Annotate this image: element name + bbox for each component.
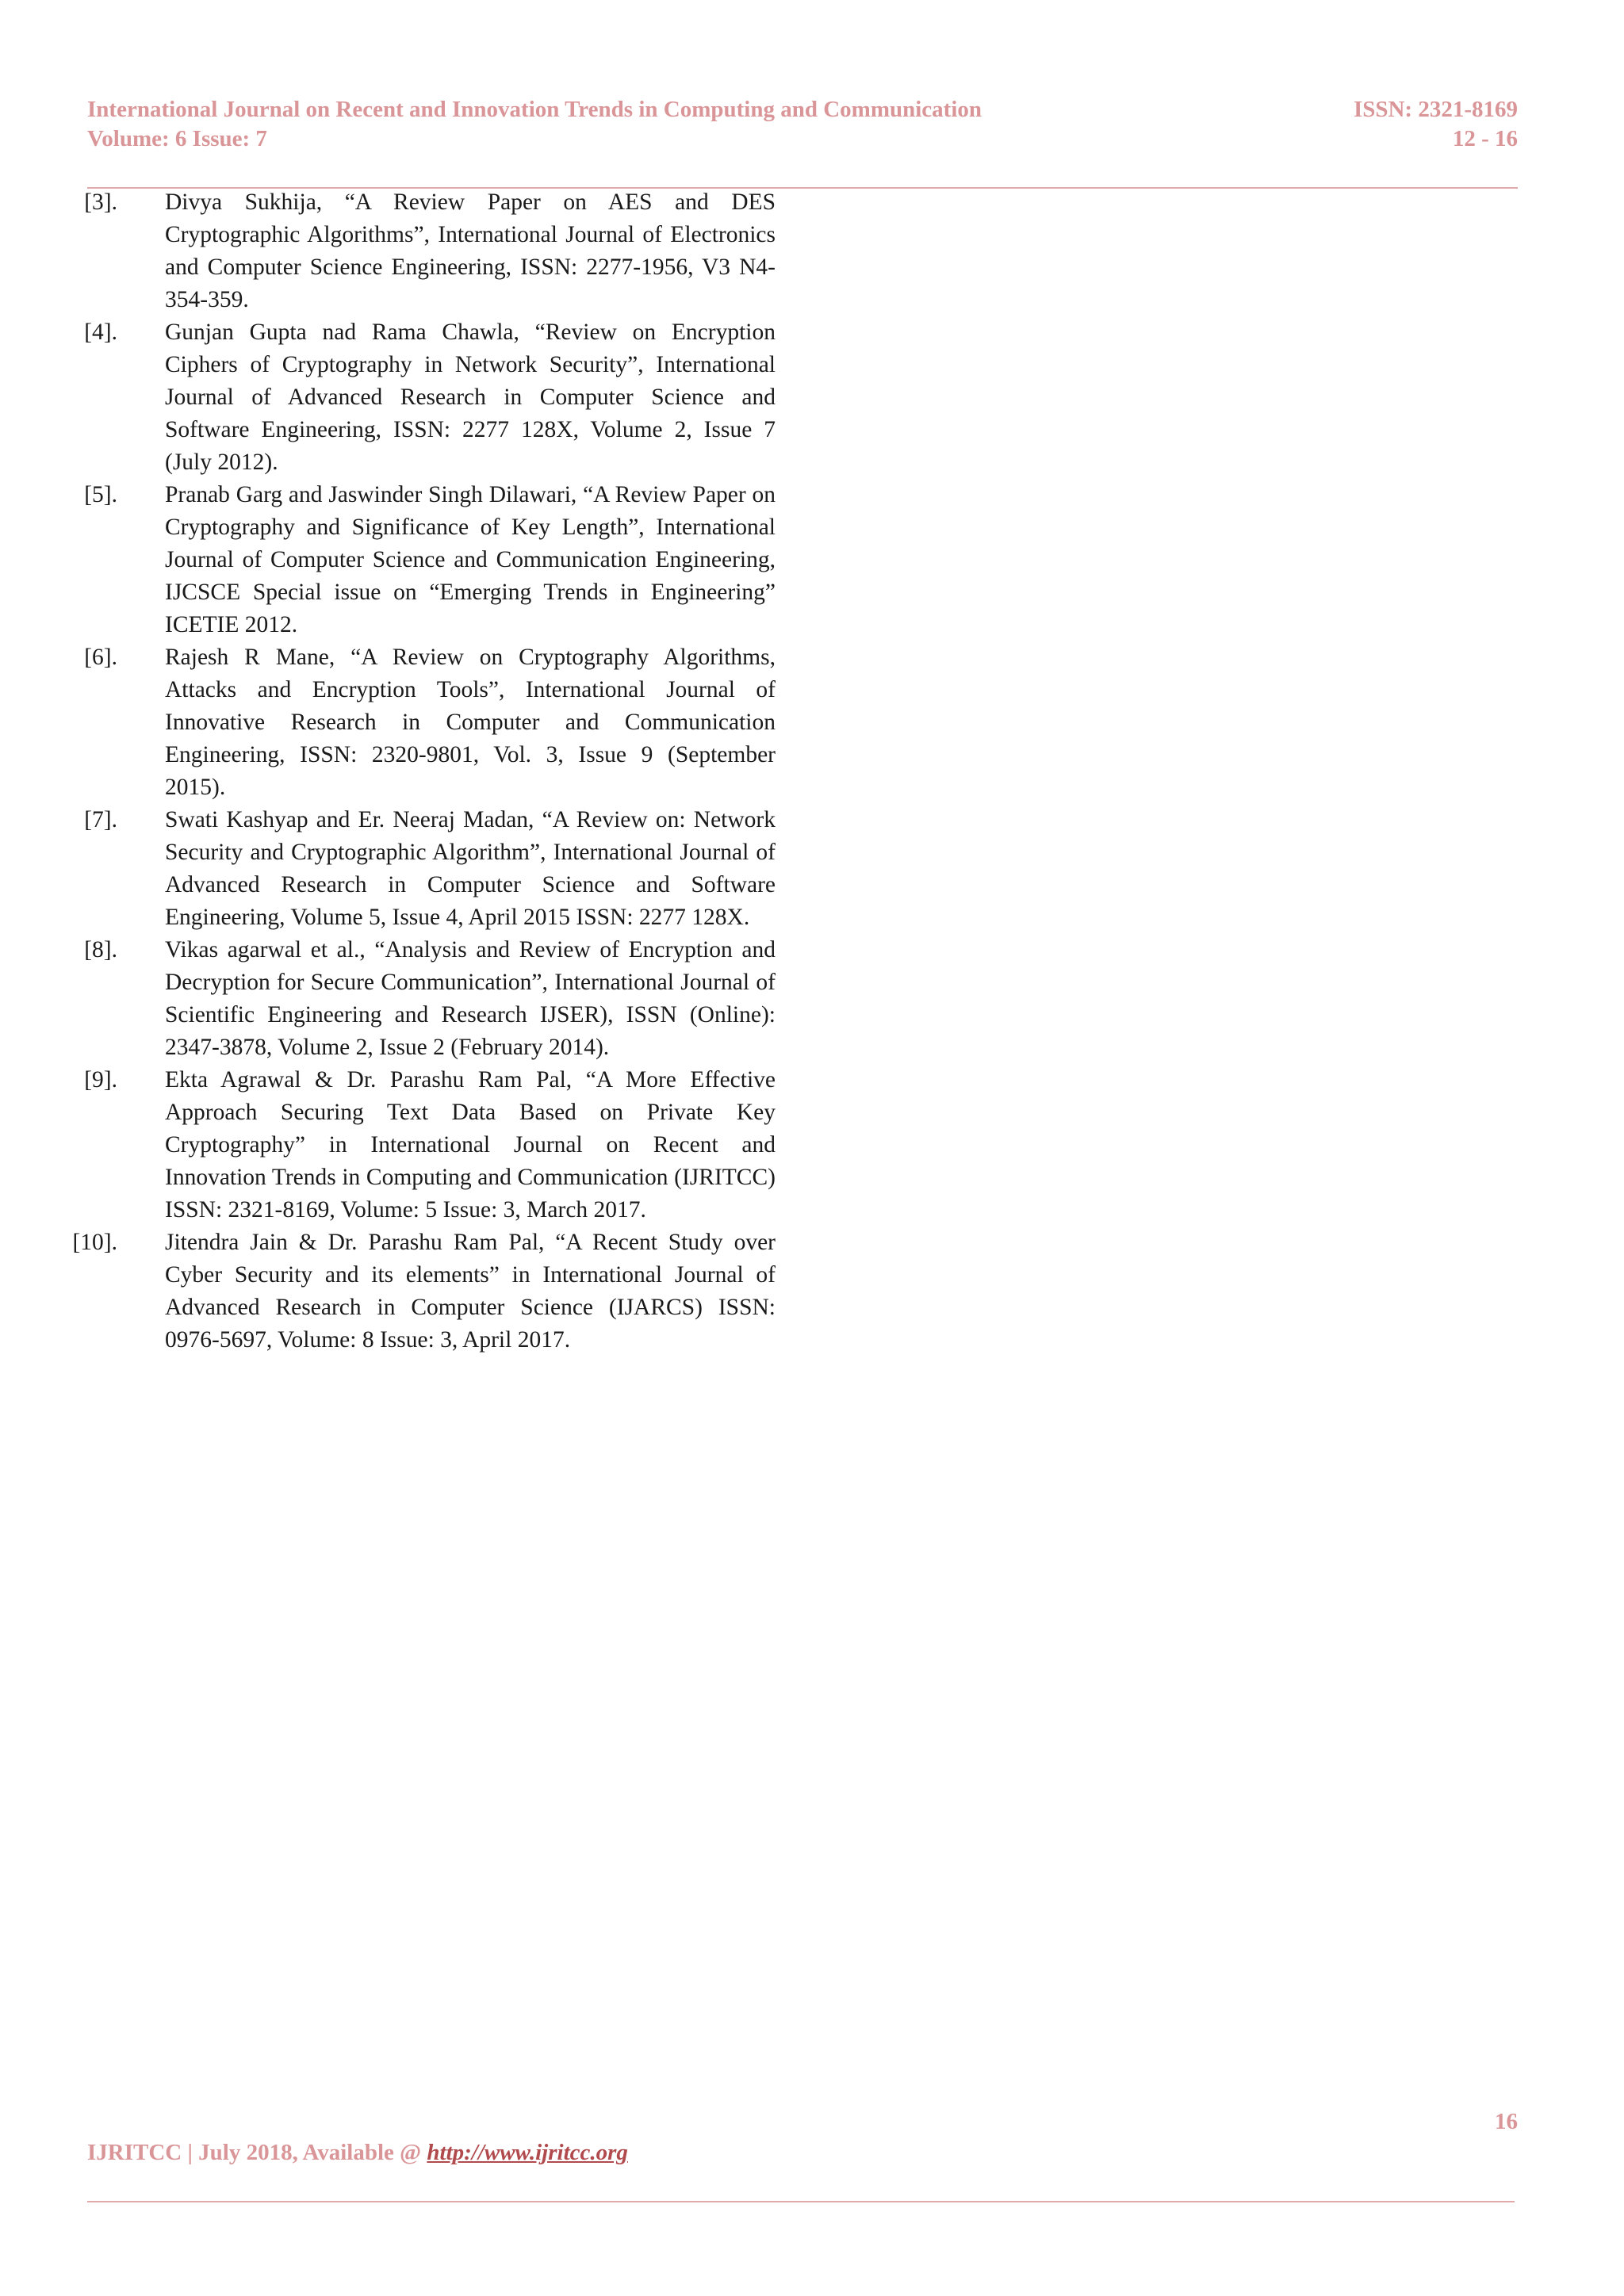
header-row-2 (87, 124, 1518, 154)
reference-text: Divya Sukhija, “A Review Paper on AES and DES Cryptographic Algorithms”, International Journal of Electronics and Computer Science Engineering, ISSN: 2277-1956, V3 N4-354-359. (165, 189, 776, 312)
volume-issue: Volume: 6 Issue: 7 (87, 126, 267, 151)
page-footer (87, 2138, 628, 2168)
reference-number: [6]. (84, 645, 117, 670)
reference-number: [3]. (84, 189, 117, 215)
reference-text: Swati Kashyap and Er. Neeraj Madan, “A Review on: Network Security and Cryptographic Algorithm”, International Journal of Advanced Research in Computer Science and Software Engineering, Volume 5, Issue 4, April 2015 ISSN: 2277 128X. (165, 807, 776, 930)
reference-text: Pranab Garg and Jaswinder Singh Dilawari, “A Review Paper on Cryptography and Significance of Key Length”, International Journal of Computer Science and Communication Engineering, IJCSCE Special issue on “Emerging Trends in Engineering” ICETIE 2012. (165, 482, 776, 637)
reference-number: [5]. (84, 482, 117, 507)
reference-item (48, 804, 777, 934)
reference-item (48, 934, 777, 1064)
header-row-1 (87, 95, 1518, 124)
reference-text: Jitendra Jain & Dr. Parashu Ram Pal, “A Recent Study over Cyber Security and its elements” in International Journal of Advanced Research in Computer Science (IJARCS) ISSN: 0976-5697, Volume: 8 Issue: 3, April 2017. (165, 1230, 776, 1353)
reference-item (48, 316, 777, 479)
reference-text: Ekta Agrawal & Dr. Parashu Ram Pal, “A More Effective Approach Securing Text Data Based on Private Key Cryptography” in International Journal on Recent and Innovation Trends in Computing and Communication (IJRITCC) ISSN: 2321-8169, Volume: 5 Issue: 3, March 2017. (165, 1067, 776, 1223)
reference-item (48, 1064, 777, 1226)
reference-item (48, 479, 777, 641)
reference-number: [9]. (84, 1067, 117, 1093)
reference-item (48, 186, 777, 316)
reference-text: Rajesh R Mane, “A Review on Cryptography Algorithms, Attacks and Encryption Tools”, International Journal of Innovative Research in Computer and Communication Engineering, ISSN: 2320-9801, Vol. 3, Issue 9 (September 2015). (165, 645, 776, 800)
footer-divider (87, 2201, 1515, 2202)
reference-text: Vikas agarwal et al., “Analysis and Review of Encryption and Decryption for Secure Communication”, International Journal of Scientific Engineering and Research IJSER), ISSN (Online): 2347-3878, Volume 2, Issue 2 (February 2014). (165, 937, 776, 1060)
reference-number: [10]. (72, 1230, 117, 1255)
page-range: 12 - 16 (1452, 126, 1518, 151)
footer-link[interactable]: http://www.ijritcc.org (427, 2140, 628, 2165)
reference-list (48, 186, 777, 1357)
issn: ISSN: 2321-8169 (1353, 97, 1518, 122)
reference-item (48, 1226, 777, 1357)
reference-number: [4]. (84, 320, 117, 345)
page-number: 16 (1495, 2109, 1518, 2134)
reference-number: [8]. (84, 937, 117, 962)
journal-title: International Journal on Recent and Innovation Trends in Computing and Communication (87, 97, 982, 122)
page-header (87, 95, 1518, 154)
reference-text: Gunjan Gupta nad Rama Chawla, “Review on Encryption Ciphers of Cryptography in Network Security”, International Journal of Advanced Research in Computer Science and Software Engineering, ISSN: 2277 128X, Volume 2, Issue 7 (July 2012). (165, 320, 776, 475)
footer-text: IJRITCC | July 2018, Available @ (87, 2140, 427, 2165)
reference-item (48, 641, 777, 804)
reference-number: [7]. (84, 807, 117, 832)
